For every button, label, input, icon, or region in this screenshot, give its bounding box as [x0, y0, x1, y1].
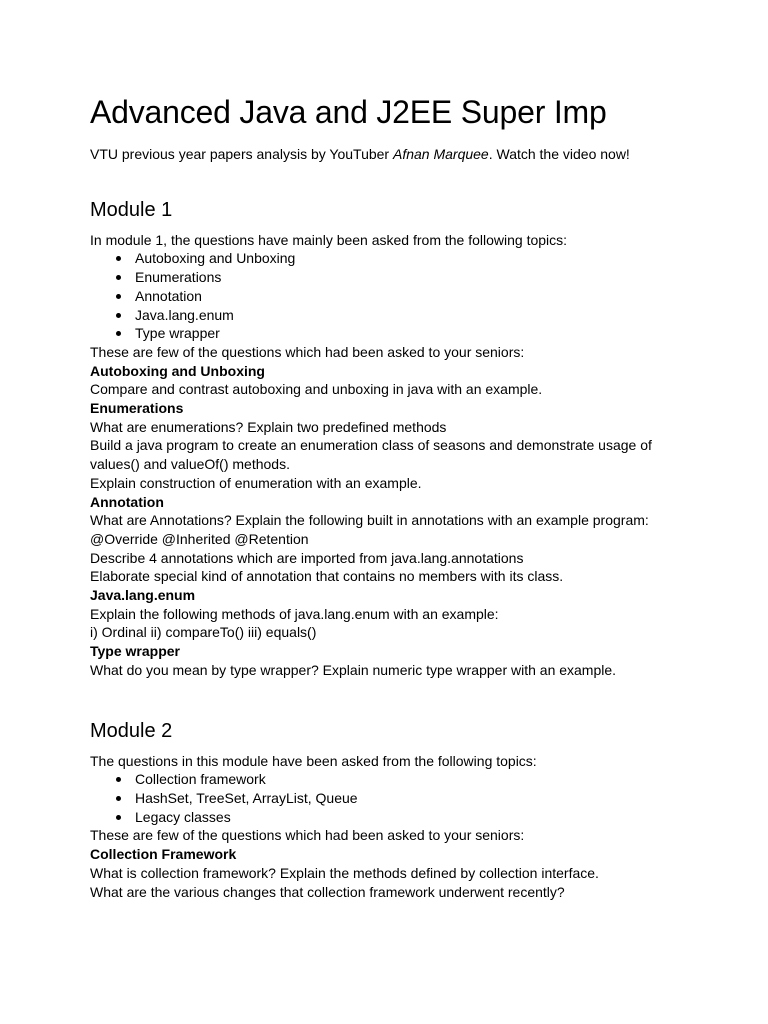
intro-prefix: VTU previous year papers analysis by YouTuber — [90, 146, 393, 162]
question-line: Explain the following methods of java.lang.enum with an example: — [90, 605, 499, 622]
module-1-topic-list — [90, 249, 690, 343]
intro-author: Afnan Marquee — [392, 146, 489, 162]
section-heading-autoboxing: Autoboxing and Unboxing — [90, 362, 265, 379]
module-2-seniors-note: These are few of the questions which had been asked to your seniors: — [90, 827, 525, 844]
question-line: What is collection framework? Explain the methods defined by collection interface. — [90, 864, 599, 881]
document-title: Advanced Java and J2EE Super Imp — [90, 94, 607, 130]
module-2-lead: The questions in this module have been asked from the following topics: — [90, 752, 537, 769]
module-2-heading: Module 2 — [90, 719, 173, 742]
topic-item: Autoboxing and Unboxing — [90, 249, 690, 268]
section-heading-type-wrapper: Type wrapper — [90, 643, 180, 660]
question-line: Explain construction of enumeration with an example. — [90, 474, 422, 491]
topic-item: Collection framework — [90, 770, 690, 789]
question-line: @Override @Inherited @Retention — [90, 530, 309, 547]
question-line: What are Annotations? Explain the following built in annotations with an example program: — [90, 512, 649, 529]
module-2-topic-list — [90, 770, 690, 826]
question-line: What do you mean by type wrapper? Explain numeric type wrapper with an example. — [90, 661, 617, 678]
document-content — [90, 92, 690, 901]
intro-line — [90, 145, 690, 164]
question-line: What are enumerations? Explain two predefined methods — [90, 418, 447, 435]
topic-item: Enumerations — [90, 268, 690, 287]
question-line: values() and valueOf() methods. — [90, 456, 290, 473]
module-1-lead: In module 1, the questions have mainly been asked from the following topics: — [90, 231, 568, 248]
question-line: i) Ordinal ii) compareTo() iii) equals() — [90, 624, 317, 641]
question-line: Build a java program to create an enumeration class of seasons and demonstrate usage of — [90, 437, 652, 454]
intro-suffix: . Watch the video now! — [488, 146, 630, 162]
module-1-seniors-note: These are few of the questions which had been asked to your seniors: — [90, 343, 525, 360]
section-heading-enumerations: Enumerations — [90, 400, 184, 417]
question-line: What are the various changes that collection framework underwent recently? — [90, 883, 565, 900]
question-line: Elaborate special kind of annotation that contains no members with its class. — [90, 568, 564, 585]
topic-item: Annotation — [90, 287, 690, 306]
topic-item: Java.lang.enum — [90, 306, 690, 325]
topic-item: HashSet, TreeSet, ArrayList, Queue — [90, 789, 690, 808]
question-line: Compare and contrast autoboxing and unboxing in java with an example. — [90, 381, 543, 398]
section-heading-annotation: Annotation — [90, 493, 164, 510]
question-line: Describe 4 annotations which are imported from java.lang.annotations — [90, 549, 524, 566]
section-heading-java-lang-enum: Java.lang.enum — [90, 587, 196, 604]
topic-item: Type wrapper — [90, 324, 690, 343]
topic-item: Legacy classes — [90, 808, 690, 827]
module-1-heading: Module 1 — [90, 198, 173, 221]
section-heading-collection-framework: Collection Framework — [90, 846, 237, 863]
